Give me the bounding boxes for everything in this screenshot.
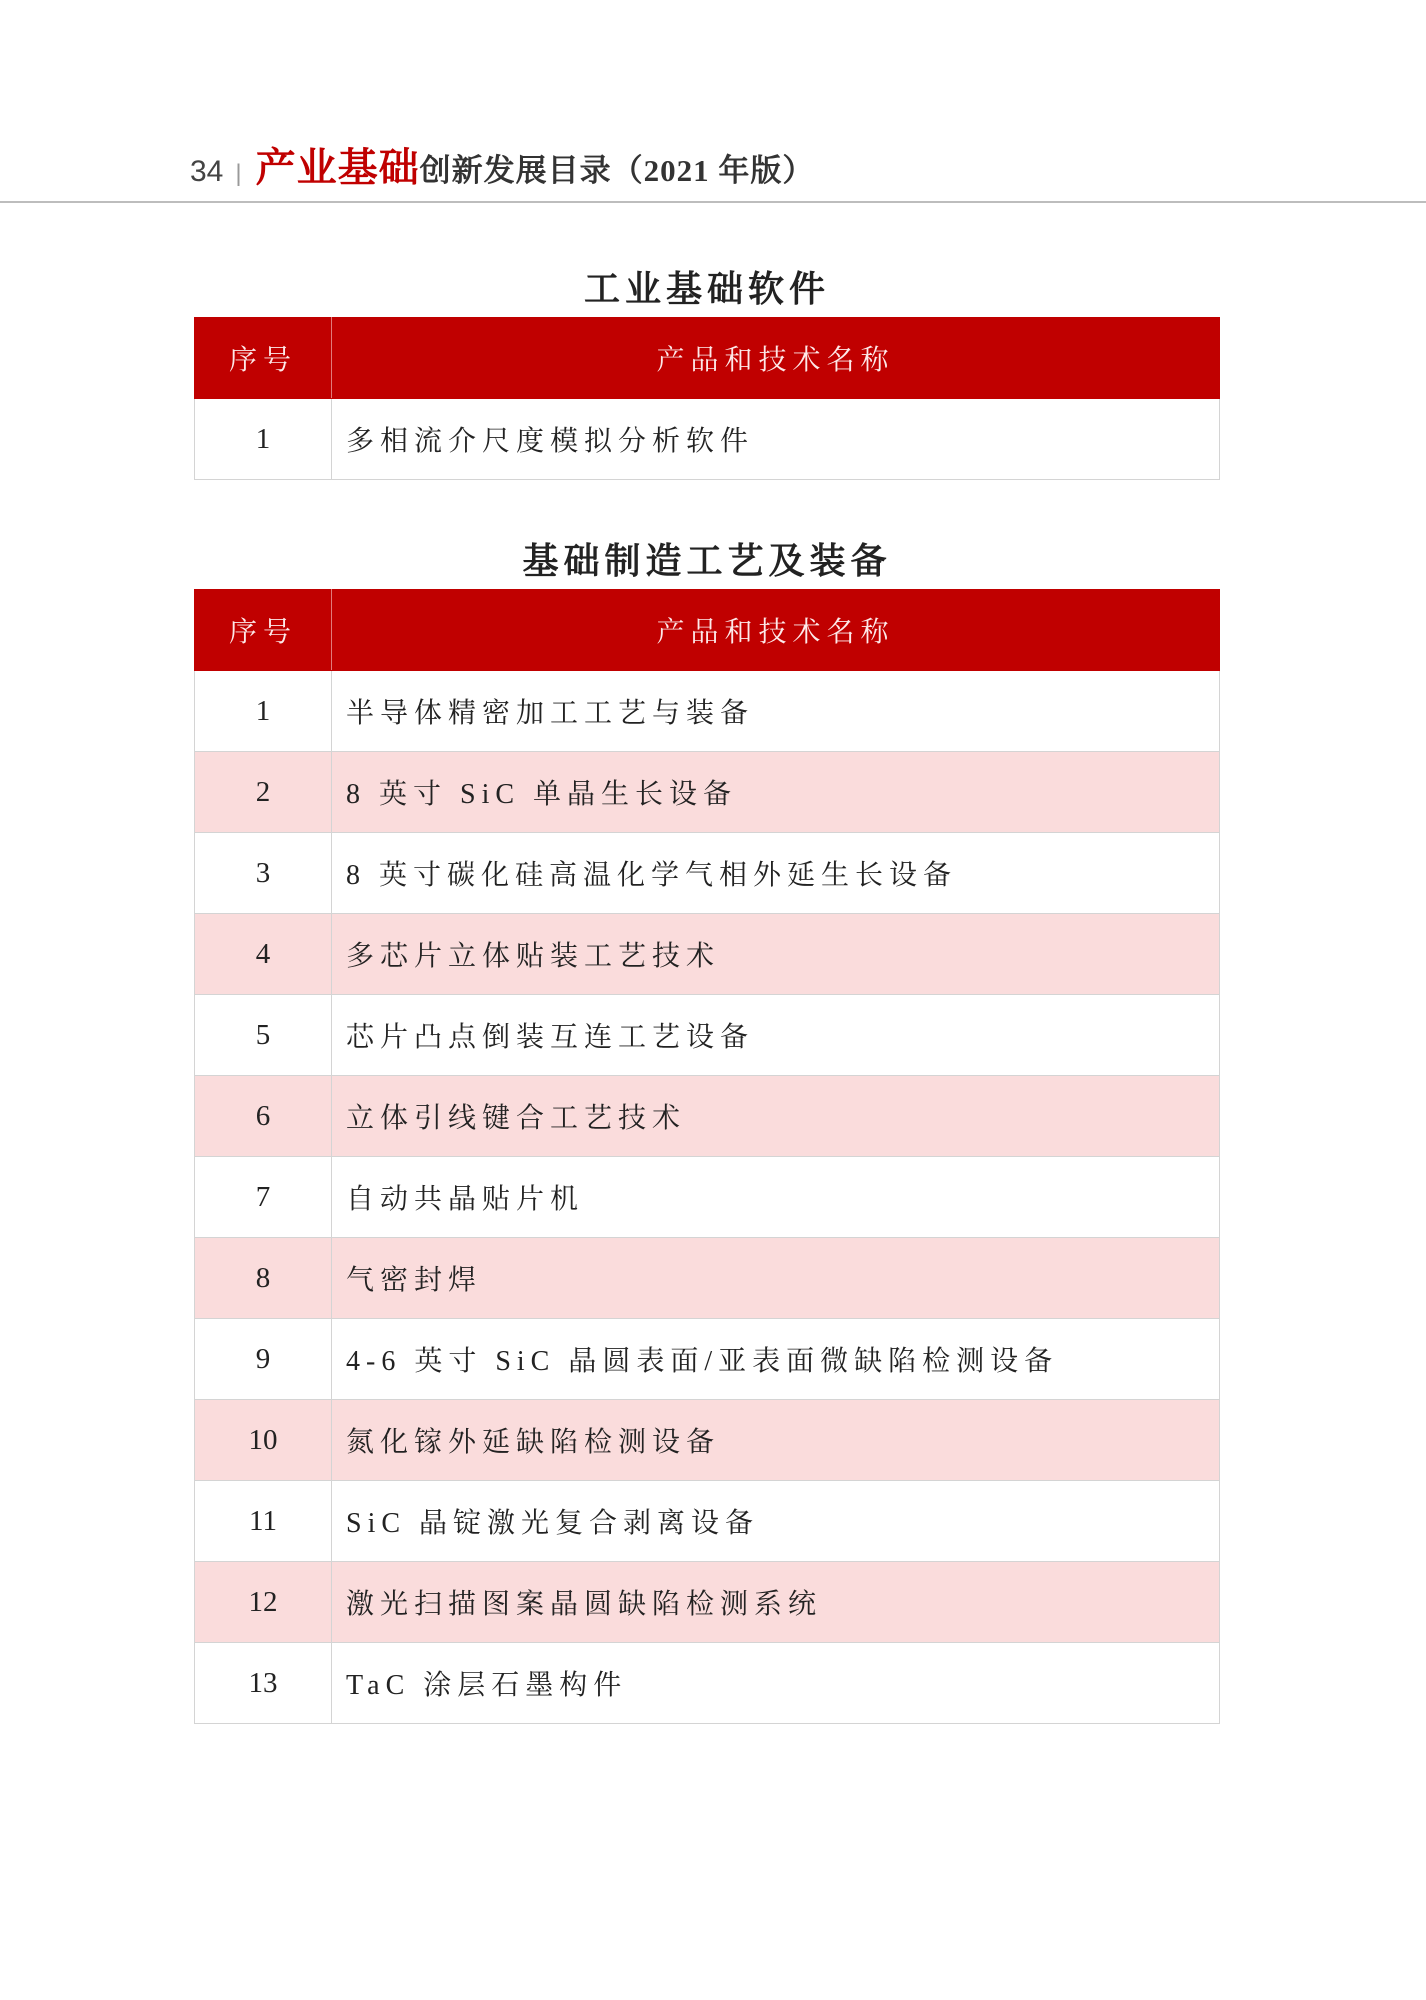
row-product-name: 立体引线键合工艺技术 (332, 1076, 1220, 1157)
row-number: 9 (195, 1319, 332, 1400)
book-title-rest: 创新发展目录（2021 年版） (419, 153, 815, 188)
column-header-number: 序号 (195, 318, 332, 399)
table-row (195, 1481, 1220, 1562)
table-row (195, 995, 1220, 1076)
table-header-row (195, 318, 1220, 399)
row-product-name: TaC 涂层石墨构件 (332, 1643, 1220, 1724)
column-header-number: 序号 (195, 590, 332, 671)
row-product-name: 多相流介尺度模拟分析软件 (332, 399, 1220, 480)
row-product-name: 氮化镓外延缺陷检测设备 (332, 1400, 1220, 1481)
section-title: 工业基础软件 (583, 269, 830, 309)
row-number: 8 (195, 1238, 332, 1319)
running-header (190, 136, 814, 188)
header-separator: | (235, 160, 242, 187)
product-table (194, 589, 1220, 1724)
row-product-name: 8 英寸碳化硅高温化学气相外延生长设备 (332, 833, 1220, 914)
section-industrial-software (194, 261, 1220, 480)
row-number: 6 (195, 1076, 332, 1157)
row-product-name: 自动共晶贴片机 (332, 1157, 1220, 1238)
row-number: 3 (195, 833, 332, 914)
section-title: 基础制造工艺及装备 (522, 541, 892, 581)
row-product-name: 多芯片立体贴装工艺技术 (332, 914, 1220, 995)
table-row (195, 752, 1220, 833)
header-divider (0, 201, 1426, 203)
product-table (194, 317, 1220, 480)
table-row (195, 914, 1220, 995)
row-number: 5 (195, 995, 332, 1076)
table-row (195, 1319, 1220, 1400)
row-number: 7 (195, 1157, 332, 1238)
table-row (195, 1157, 1220, 1238)
column-header-name: 产品和技术名称 (332, 590, 1220, 671)
row-product-name: 激光扫描图案晶圆缺陷检测系统 (332, 1562, 1220, 1643)
row-number: 1 (195, 399, 332, 480)
column-header-name: 产品和技术名称 (332, 318, 1220, 399)
table-header-row (195, 590, 1220, 671)
table-row (195, 1562, 1220, 1643)
page-number: 34 (190, 155, 224, 188)
table-row (195, 833, 1220, 914)
table-row (195, 399, 1220, 480)
table-row (195, 1643, 1220, 1724)
row-product-name: 8 英寸 SiC 单晶生长设备 (332, 752, 1220, 833)
row-product-name: 4-6 英寸 SiC 晶圆表面/亚表面微缺陷检测设备 (332, 1319, 1220, 1400)
row-number: 4 (195, 914, 332, 995)
table-row (195, 1238, 1220, 1319)
section-manufacturing-process (194, 533, 1220, 1724)
row-number: 11 (195, 1481, 332, 1562)
row-number: 2 (195, 752, 332, 833)
table-row (195, 1076, 1220, 1157)
row-product-name: 半导体精密加工工艺与装备 (332, 671, 1220, 752)
row-product-name: 芯片凸点倒装互连工艺设备 (332, 995, 1220, 1076)
row-product-name: 气密封焊 (332, 1238, 1220, 1319)
row-number: 13 (195, 1643, 332, 1724)
row-product-name: SiC 晶锭激光复合剥离设备 (332, 1481, 1220, 1562)
table-row (195, 671, 1220, 752)
row-number: 12 (195, 1562, 332, 1643)
book-title-highlight: 产业基础 (255, 145, 420, 190)
row-number: 1 (195, 671, 332, 752)
table-row (195, 1400, 1220, 1481)
row-number: 10 (195, 1400, 332, 1481)
